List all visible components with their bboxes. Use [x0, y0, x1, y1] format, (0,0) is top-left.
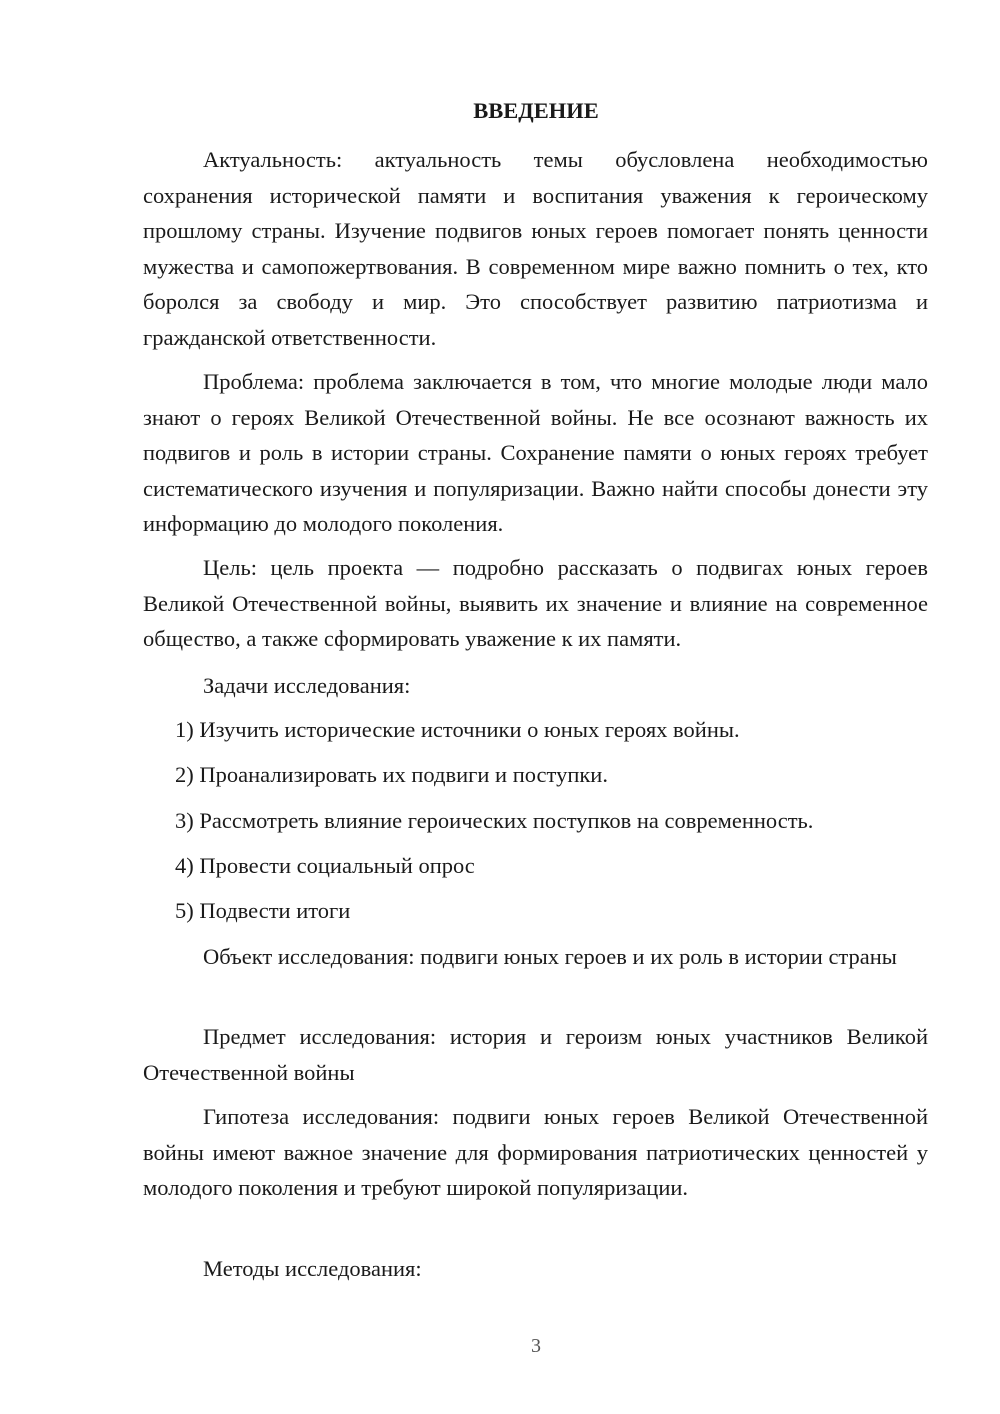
tasks-heading: Задачи исследования: [203, 673, 411, 698]
task-item-2: 2) Проанализировать их подвиги и поступки. [175, 762, 608, 787]
task-item-3: 3) Рассмотреть влияние героических поступков на современность. [175, 808, 814, 833]
task-item-4: 4) Провести социальный опрос [175, 853, 475, 878]
paragraph-object: Объект исследования: подвиги юных героев и их роль в истории страны [203, 944, 897, 969]
task-item-1: 1) Изучить исторические источники о юных героях войны. [175, 717, 740, 742]
paragraph-subject: Предмет исследования: история и героизм юных участников Великой Отечественной войны [143, 1024, 928, 1085]
section-title: ВВЕДЕНИЕ [473, 98, 599, 123]
methods-heading: Методы исследования: [203, 1256, 422, 1281]
paragraph-goal: Цель: цель проекта — подробно рассказать о подвигах юных героев Великой Отечественной войны, выявить их значение и влияние на современное общество, а также сформировать уважение к их памяти. [143, 555, 928, 652]
page-number: 3 [531, 1335, 541, 1357]
paragraph-hypothesis: Гипотеза исследования: подвиги юных героев Великой Отечественной войны имеют важное значение для формирования патриотических ценностей у молодого поколения и требуют широкой популяризации. [143, 1104, 928, 1201]
paragraph-problem: Проблема: проблема заключается в том, что многие молодые люди мало знают о героях Великой Отечественной войны. Не все осознают важность их подвигов и роль в истории страны. Сохранение памяти о юных героях требует систематического изучения и популяризации. Важно найти способы донести эту информацию до молодого поколения. [143, 369, 928, 537]
task-item-5: 5) Подвести итоги [175, 898, 351, 923]
paragraph-relevance: Актуальность: актуальность темы обусловлена необходимостью сохранения исторической памяти и воспитания уважения к героическому прошлому страны. Изучение подвигов юных героев помогает понять ценности мужества и самопожертвования. В современном мире важно помнить о тех, кто боролся за свободу и мир. Это способствует развитию патриотизма и гражданской ответственности. [143, 147, 928, 350]
